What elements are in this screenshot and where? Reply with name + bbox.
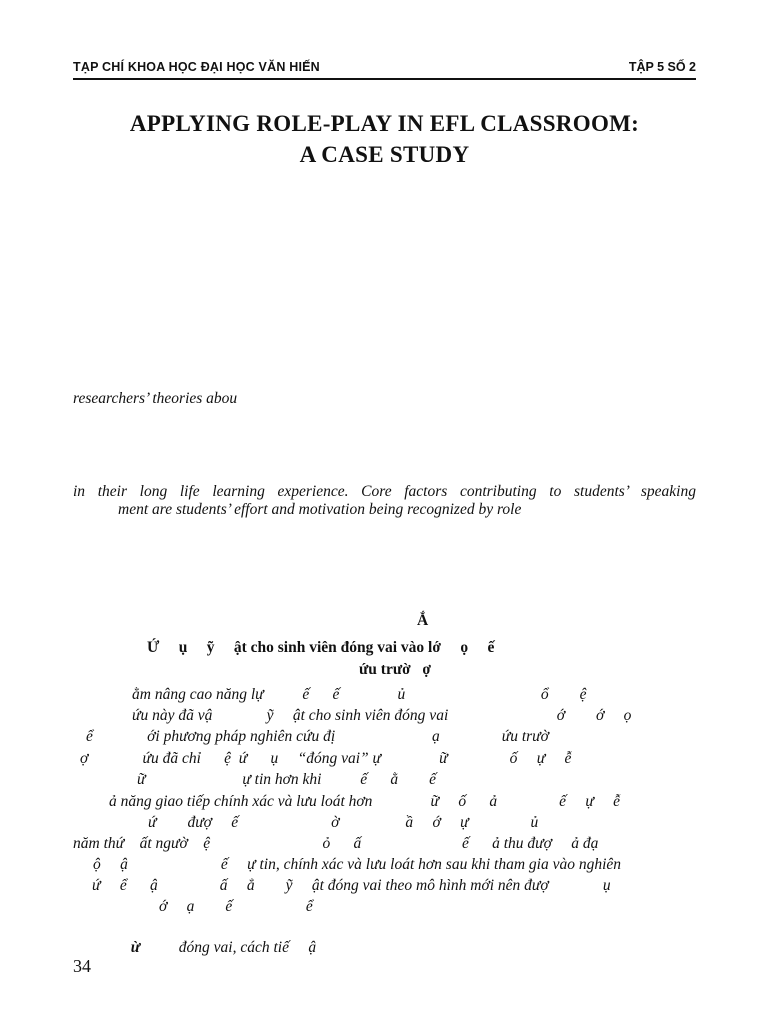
vn-abstract-line: ằm nâng cao năng lự ế ế ủ ổ ệ xyxy=(132,686,587,703)
abstract-fragment-1: researchers’ theories abou xyxy=(73,390,238,407)
vn-section-heading: Ắ xyxy=(417,612,429,629)
vn-abstract-line: ớ ạ ế ể xyxy=(159,898,313,915)
vn-abstract-line: ả năng giao tiếp chính xác và lưu loát hơn ữ ố ả ế ự ễ xyxy=(109,793,621,810)
vn-abstract-line: ữ ự tin hơn khi ế ằ ế xyxy=(137,771,436,788)
abstract-fragment-3: ment are students’ effort and motivation being recognized by role xyxy=(118,501,522,518)
vn-abstract-line: ể ới phương pháp nghiên cứu đị ạ ứu trườ xyxy=(86,728,549,745)
vn-abstract-line: ợ ứu đã chỉ ệ ứ ụ “đóng vai” ự ữ ố ự ễ xyxy=(80,750,572,767)
vn-abstract-line: ộ ậ ế ự tin, chính xác và lưu loát hơn sau khi tham gia vào nghiên xyxy=(93,856,622,873)
title-line-2: A CASE STUDY xyxy=(299,142,470,167)
vn-keywords xyxy=(123,921,316,957)
journal-name: TẠP CHÍ KHOA HỌC ĐẠI HỌC VĂN HIẾN xyxy=(73,60,320,74)
vn-title-line-2: ứu trườ ợ xyxy=(359,661,431,678)
vn-title-line-1: Ứ ụ ỹ ật cho sinh viên đóng vai vào lớ ọ ế xyxy=(147,639,495,656)
issue-number: TẬP 5 SỐ 2 xyxy=(628,60,696,74)
vn-abstract-line: ứu này đã vậ ỹ ật cho sinh viên đóng vai ớ ớ ọ xyxy=(132,707,632,724)
vn-abstract-line: ứ ể ậ ấ ẳ ỹ ật đóng vai theo mô hình mới nên đượ ụ xyxy=(92,877,611,894)
running-header xyxy=(73,58,696,80)
vn-keywords-label: ừ xyxy=(130,939,141,956)
title-line-1: APPLYING ROLE-PLAY IN EFL CLASSROOM: xyxy=(129,111,640,136)
vn-abstract-line: năm thứ ất ngườ ệ ỏ ấ ế ả thu đượ ả đạ xyxy=(73,835,599,852)
vn-abstract-line: ứ đượ ế ờ ầ ớ ự ủ xyxy=(148,814,539,831)
page-number: 34 xyxy=(73,956,91,976)
vn-keywords-text: đóng vai, cách tiế ậ xyxy=(178,939,317,956)
abstract-fragment-2: in their long life learning experience. Core factors contributing to students’ speaking xyxy=(73,483,696,500)
article-title xyxy=(73,108,696,170)
